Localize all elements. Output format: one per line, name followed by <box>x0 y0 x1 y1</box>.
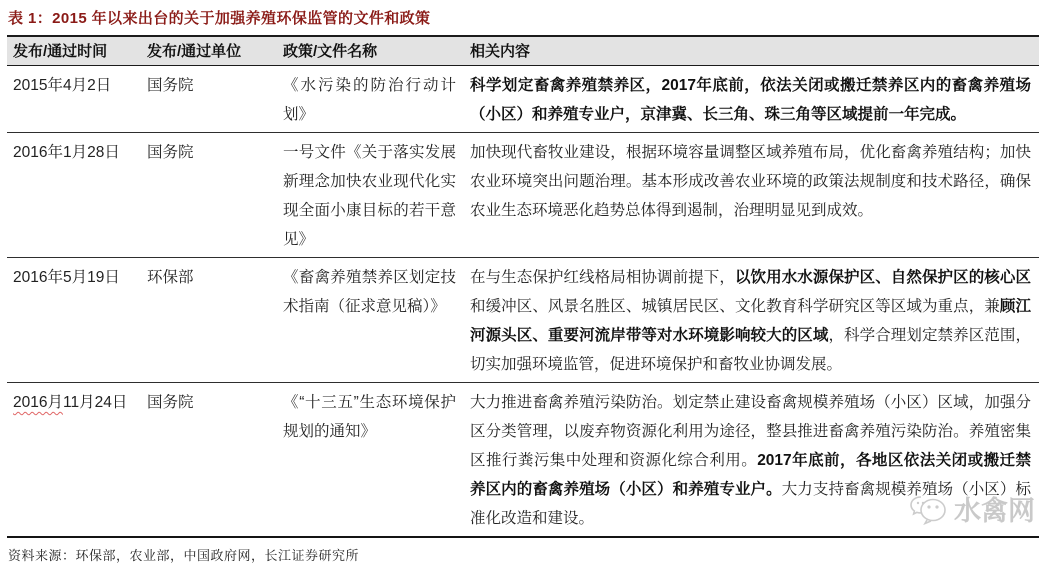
cell-content: 大力推进畜禽养殖污染防治。划定禁止建设畜禽规模养殖场（小区）区域，加强分区分类管理，以废弃物资源化利用为途径，整县推进畜禽养殖污染防治。养殖密集区推行粪污集中处理和资源化综合利用。2017年底前，各地区依法关闭或搬迁禁养区内的畜禽养殖场（小区）和养殖专业户。大力支持畜禽规模养殖场（小区）标准化改造和建设。 <box>464 383 1039 538</box>
cell-date: 2016年1月28日 <box>7 133 141 258</box>
table-title: 表 1：2015 年以来出台的关于加强养殖环保监管的文件和政策 <box>8 10 431 27</box>
cell-policy-name: 一号文件《关于落实发展新理念加快农业现代化实现全面小康目标的若干意见》 <box>277 133 464 258</box>
table-row <box>7 258 1039 383</box>
col-header-related-content: 相关内容 <box>464 36 1039 66</box>
cell-content: 加快现代畜牧业建设，根据环境容量调整区域养殖布局，优化畜禽养殖结构；加快农业环境突出问题治理。基本形成改善农业环境的政策法规制度和技术路径，确保农业生态环境恶化趋势总体得到遏制，治理明显见到成效。 <box>464 133 1039 258</box>
col-header-publish-unit: 发布/通过单位 <box>141 36 277 66</box>
cell-unit: 环保部 <box>141 258 277 383</box>
cell-unit: 国务院 <box>141 133 277 258</box>
col-header-publish-time: 发布/通过时间 <box>7 36 141 66</box>
source-note: 资料来源：环保部，农业部，中国政府网，长江证券研究所 <box>8 548 360 563</box>
col-header-policy-name: 政策/文件名称 <box>277 36 464 66</box>
header-row <box>7 36 1039 66</box>
cell-policy-name: 《“十三五”生态环境保护规划的通知》 <box>277 383 464 538</box>
table-row <box>7 133 1039 258</box>
cell-content: 科学划定畜禽养殖禁养区，2017年底前，依法关闭或搬迁禁养区内的畜禽养殖场（小区）和养殖专业户，京津冀、长三角、珠三角等区域提前一年完成。 <box>470 77 1031 123</box>
cell-unit: 国务院 <box>141 383 277 538</box>
policy-table <box>7 35 1039 538</box>
cell-content: 在与生态保护红线格局相协调前提下，以饮用水水源保护区、自然保护区的核心区和缓冲区、风景名胜区、城镇居民区、文化教育科学研究区等区域为重点，兼顾江河源头区、重要河流岸带等对水环境影响较大的区域，科学合理划定禁养区范围，切实加强环境监管，促进环境保护和畜牧业协调发展。 <box>464 258 1039 383</box>
cell-date: 2016月11月24日 <box>7 383 141 538</box>
cell-date: 2015年4月2日 <box>13 77 112 94</box>
cell-policy-name: 《畜禽养殖禁养区划定技术指南（征求意见稿）》 <box>277 258 464 383</box>
cell-policy-name: 《水污染的防治行动计划》 <box>283 77 456 123</box>
table-row <box>7 383 1039 538</box>
cell-unit: 国务院 <box>147 77 194 94</box>
cell-date: 2016年5月19日 <box>7 258 141 383</box>
watermark-text: 水禽网 <box>954 496 1035 526</box>
table-row <box>7 66 1039 133</box>
